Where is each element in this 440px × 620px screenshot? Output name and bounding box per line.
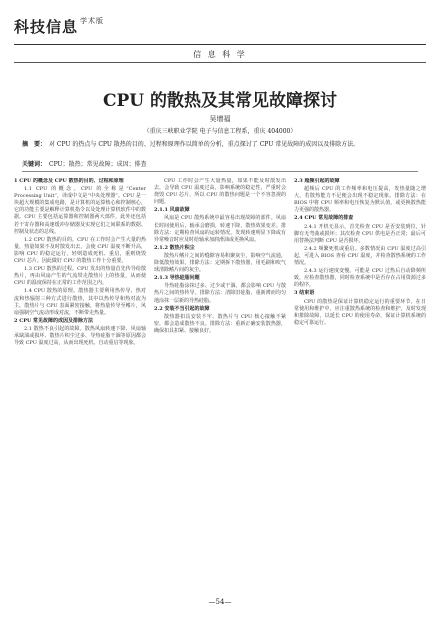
section-label: 信 息 科 学 [193, 50, 247, 59]
article-author: 吴增福 [209, 115, 231, 123]
column-1 [14, 178, 146, 588]
section-heading: 2.1.3 导热硅脂问题 [154, 275, 200, 282]
body-paragraph: 2.4.3 运行速度变慢。可能是 CPU 过热后自动降频所致，应检查散热器，同时检查系统中是否存在占用资源过多的程序。 [294, 268, 426, 289]
body-paragraph: 2.4.2 频繁死机或重启。多数情况由 CPU 温度过高引起，可进入 BIOS 查看 CPU 温度，并检查散热系统的工作情况。 [294, 245, 426, 267]
body-paragraph: 风扇是 CPU 散热系统中最容易出现故障的部件。风扇长时间使用后，轴承会磨损，转速下降，散热效果变差。排除方法：定期检查风扇的运转情况，发现转速明显下降或有异常噪音时应及时给轴承加润滑油或更换风扇。 [154, 215, 286, 243]
column-3 [294, 178, 426, 588]
journal-logo-text: 科技信息 [14, 18, 79, 36]
journal-logo-sub: 学术版 [80, 17, 105, 25]
keywords-rule [22, 171, 418, 172]
section-heading: 2 CPU 常见故障的成因及排除方法 [14, 317, 94, 324]
body-paragraph: 1.4 CPU 散热的原理。散热器主要利用热传导、热对流和热辐射三种方式进行散热，其中以热传导和热对流为主。散热片与 CPU 表面紧密接触，将热量传导至鳍片，风扇强制空气流动形成对流，不断带走热量。 [14, 288, 146, 316]
body-paragraph: 1.2 CPU 散热的目的。CPU 在工作时会产生大量的热量，热量如果不及时散发出去，会使 CPU 温度不断升高，影响 CPU 的稳定运行，轻则造成死机、重启，重则烧毁 CPU 芯片。因此做好 CPU 的散热工作十分重要。 [14, 236, 146, 265]
body-paragraph: 超频后 CPU 的工作频率和电压提高，发热量随之增大，若散热能力不足便会出现不稳定现象。排除方法：在 BIOS 中将 CPU 频率和电压恢复为默认值，或更换散热能力更强的散热器。 [294, 186, 426, 214]
section-heading: 2.1.2 散热片积尘 [154, 244, 195, 251]
body-paragraph: 散热器扣具安装不牢、散热片与 CPU 核心接触不紧密，都会造成散热不良。排除方法：重新正确安装散热器，确保扣具扣紧、接触良好。 [154, 313, 286, 334]
keywords-label: 关键词： [22, 161, 47, 168]
section-rule [14, 62, 426, 63]
page-number: —54— [208, 598, 232, 606]
journal-logo [14, 16, 104, 37]
body-paragraph: CPU 工作时会产生大量热量，如果不能及时散发出去，会导致 CPU 温度过高，影响系统的稳定性，严重时会烧毁 CPU 芯片，所以 CPU 的散热问题是一个不容忽视的问题。 [154, 178, 286, 206]
keywords [22, 160, 418, 169]
keywords-text: CPU；散热；常见故障；成因；排查 [49, 161, 147, 168]
section-heading: 2.2 安装不当引起的故障 [154, 305, 210, 312]
abstract-label: 摘 要： [22, 141, 47, 148]
abstract-text: 对 CPU 的热点与 CPU 散热的目的、过程和原理作以简单的分析，重点探讨了 CPU 常见故障的成因以及排除方法。 [49, 141, 360, 148]
body-paragraph: 1.3 CPU 散热的过程。CPU 发出的热量首先传导给散热片，再由风扇产生的气流带走散热片上的热量，从而使 CPU 的温度保持在正常的工作范围之内。 [14, 266, 146, 287]
section-heading: 3 结束语 [294, 290, 315, 297]
body-paragraph: 2.1 散热不良引起的故障。散热风扇转速下降、风扇轴承缺油或损坏、散热片积尘过多、导热硅脂干涸等原因都会导致 CPU 温度过高，从而出现死机、自动重启等现象。 [14, 325, 146, 347]
article-title: CPU 的散热及其常见故障探讨 [102, 91, 338, 111]
header-rule [14, 44, 426, 45]
column-2 [154, 178, 286, 588]
section-heading: 2.1.1 风扇故障 [154, 207, 190, 214]
body-paragraph: CPU 的散热是保证计算机稳定运行的重要环节。在日常使用和维护中，应注重散热系统的检查和维护，及时发现和排除故障，以延长 CPU 的使用寿命，保证计算机系统的稳定可靠运行。 [294, 298, 426, 326]
abstract [22, 140, 418, 149]
section-heading: 1 CPU 的概念及 CPU 散热的目的、过程和原理 [14, 178, 124, 184]
body-paragraph: 散热片鳍片之间的缝隙容易积聚灰尘，影响空气流通，降低散热效果。排除方法：定期拆下散热器，用毛刷和吹气球清除鳍片间的灰尘。 [154, 252, 286, 274]
section-heading: 2.4 CPU 常见故障的排查 [294, 215, 354, 222]
body-paragraph: 2.4.1 开机无显示。首先检查 CPU 是否安装到位，针脚有无弯曲或损坏；其次检查 CPU 供电是否正常；最后可用替换法判断 CPU 是否损坏。 [294, 223, 426, 244]
body-paragraph: 导热硅脂涂抹过多、过少或干涸，都会影响 CPU 与散热片之间的热传导。排除方法：清除旧硅脂，重新薄而均匀地涂抹一层新的导热硅脂。 [154, 283, 286, 304]
section-heading: 2.3 超频引起的故障 [294, 178, 340, 184]
body-columns [14, 178, 426, 588]
article-affiliation: （重庆三峡职业学院 电子与信息工程系，重庆 404000） [143, 128, 297, 135]
body-paragraph: 1.1 CPU 的概念。CPU 的全称是“Center Processing Unit”，译成中文是“中央处理器”。CPU 是一块超大规模的集成电路，是计算机的运算核心和控制核心，它的功能主要是解释计算机指令以及处理计算机软件中的数据。CPU 主要包括运算器和控制器两大部件，此外还包括若干寄存器和高速缓冲存储器及实现它们之间联系的数据、控制及状态的总线。 [14, 186, 146, 235]
